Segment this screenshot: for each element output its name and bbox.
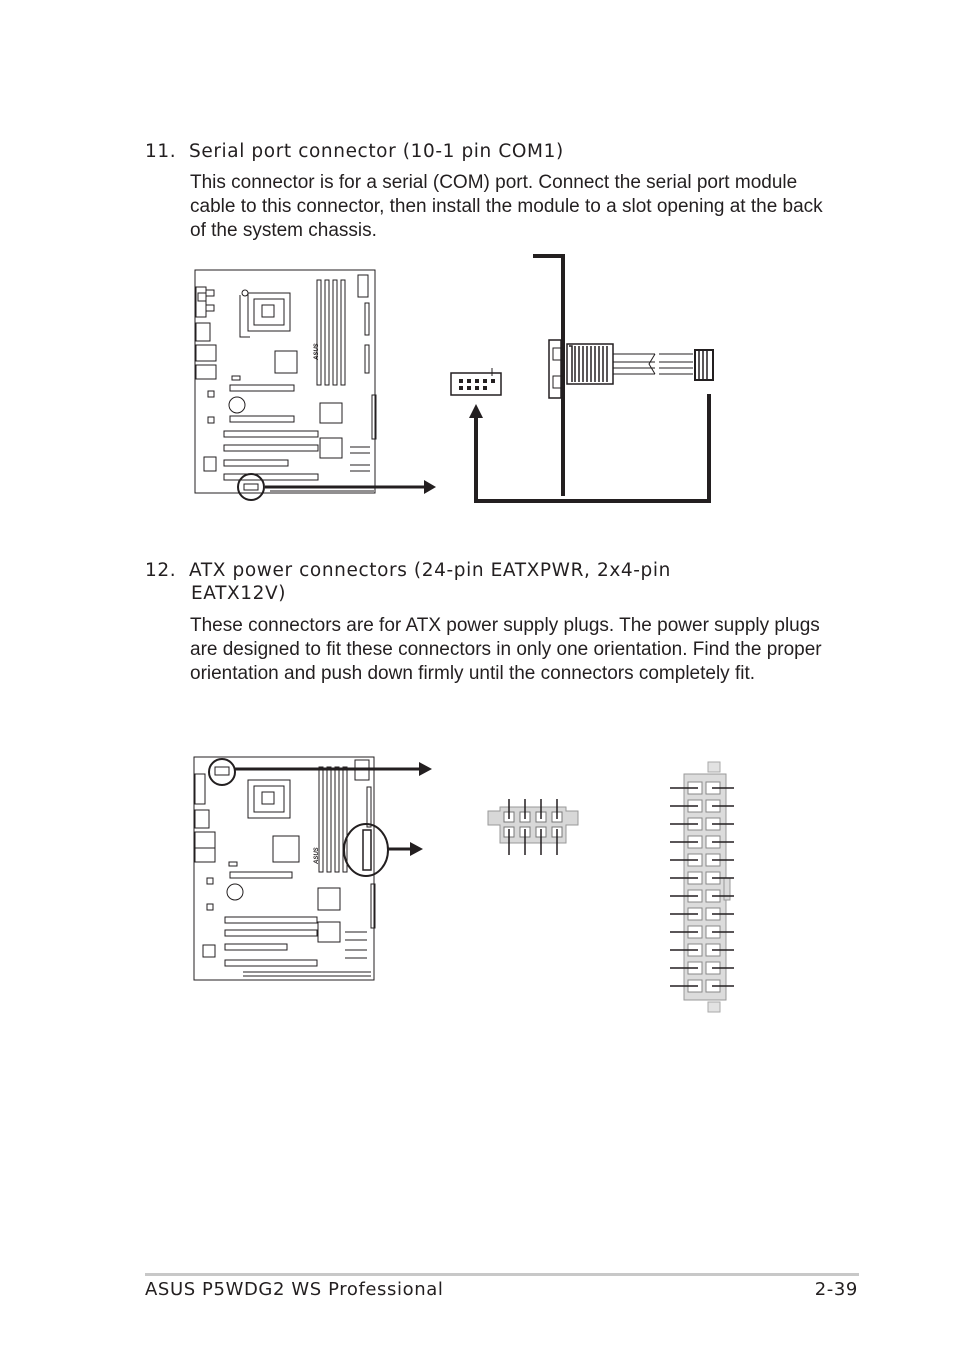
- eatx12v-connector-diagram: [480, 795, 585, 860]
- board-logo: ASUS: [314, 343, 320, 360]
- eatxpwr-connector-diagram: [668, 760, 740, 1015]
- section-12-title-line1: ATX power connectors (24-pin EATXPWR, 2x4-pin: [189, 560, 671, 581]
- footer-page-number: 2-39: [814, 1279, 858, 1300]
- section-12-body: These connectors are for ATX power supply plugs. The power supply plugs are designed to fit these connectors in only one orientation. Find the proper orientation and push down firmly until the connectors completely fit.: [190, 615, 822, 684]
- section-12-heading: [145, 559, 845, 605]
- footer-product-name: ASUS P5WDG2 WS Professional: [145, 1279, 444, 1300]
- board-logo: ASUS: [314, 847, 320, 864]
- section-11-heading: [145, 140, 845, 163]
- footer-rule: [145, 1273, 859, 1276]
- section-12-number: 12.: [145, 560, 177, 581]
- section-12-title-line2: EATX12V): [191, 583, 287, 604]
- com-module-bracket-diagram: [445, 250, 725, 510]
- motherboard-atx-power-diagram: [185, 752, 435, 988]
- section-11-number: 11.: [145, 141, 177, 162]
- motherboard-com1-diagram: [190, 265, 440, 505]
- section-11-title: Serial port connector (10-1 pin COM1): [189, 141, 564, 162]
- section-11-body: This connector is for a serial (COM) port. Connect the serial port module cable to this connector, then install the module to a slot opening at the back of the system chassis.: [190, 172, 823, 241]
